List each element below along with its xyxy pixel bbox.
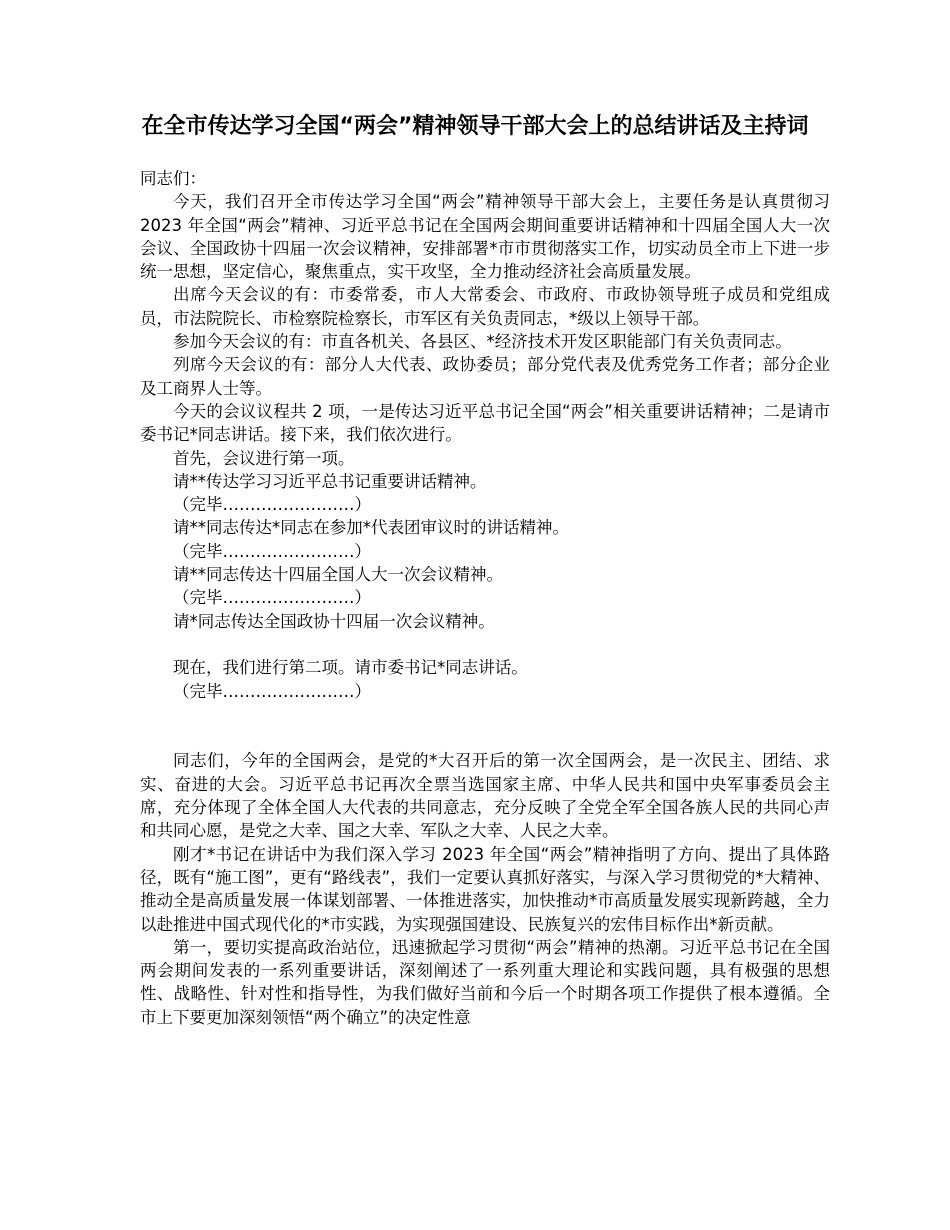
agenda-line-3: 请**同志传达十四届全国人大一次会议精神。: [173, 565, 503, 585]
paragraph-point-one: 第一，要切实提高政治站位，迅速掀起学习贯彻“两会”精神的热潮。习近平总书记在全国两会期间发表的一系列重要讲话，深刻阐述了一系列重大理论和实践问题，具有极强的思想性、战略性、针对性和指导性，为我们做好当前和今后一个时期各项工作提供了根本遵循。全市上下要更加深刻领悟“两个确立”的决定性意: [140, 937, 830, 1027]
paragraph-direction: 刚才*书记在讲话中为我们深入学习 2023 年全国“两会”精神指明了方向、提出了具体路径，既有“施工图”，更有“路线表”，我们一定要认真抓好落实，与深入学习贯彻党的*大精神、推动全是高质量发展一体谋划部署、一体推进落实，加快推动*市高质量发展实现新跨越，全力以赴推进中国式现代化的*市实践，为实现强国建设、民族复兴的宏伟目标作出*新贡献。: [140, 844, 830, 934]
agenda-line-1: 请**传达学习习近平总书记重要讲话精神。: [173, 471, 487, 491]
blank-line: [140, 703, 830, 726]
salutation: 同志们：: [140, 169, 206, 188]
blank-line: [140, 726, 830, 749]
paragraph-agenda: 今天的会议议程共 2 项，一是传达习近平总书记全国“两会”相关重要讲话精神；二是请市委书记*同志讲话。接下来，我们依次进行。: [140, 401, 830, 445]
agenda-done-4: （完毕……………………）: [173, 681, 371, 701]
document-title: 在全市传达学习全国“两会”精神领导干部大会上的总结讲话及主持词: [141, 114, 809, 139]
agenda-done-3: （完毕……………………）: [173, 588, 371, 608]
agenda-done-1: （完毕……………………）: [173, 495, 371, 515]
paragraph-opening: 今天，我们召开全市传达学习全国“两会”精神领导干部大会上，主要任务是认真贯彻习 2023 年全国“两会”精神、习近平总书记在全国两会期间重要讲话精神和十四届全国人大一次会议、全国政协十四届一次会议精神，安排部署*市市贯彻落实工作，切实动员全市上下进一步统一思想，坚定信心，聚焦重点，实干攻坚，全力推动经济社会高质量发展。: [140, 192, 830, 282]
agenda-line-4: 请*同志传达全国政协十四届一次会议精神。: [173, 611, 495, 631]
paragraph-first-item: 首先，会议进行第一项。: [173, 448, 355, 468]
paragraph-observers: 列席今天会议的有：部分人大代表、政协委员；部分党代表及优秀党务工作者；部分企业及工商界人士等。: [140, 355, 830, 398]
paragraph-summary: 同志们，今年的全国两会，是党的*大召开后的第一次全国两会，是一次民主、团结、求实、奋进的大会。习近平总书记再次全票当选国家主席、中华人民共和国中央军事委员会主席，充分体现了全体全国人大代表的共同意志，充分反映了全党全军全国各族人民的共同心声和共同心愿，是党之大幸、国之大幸、军队之大幸、人民之大幸。: [140, 751, 830, 841]
agenda-done-2: （完毕……………………）: [173, 541, 371, 561]
paragraph-second-item: 现在，我们进行第二项。请市委书记*同志讲话。: [173, 658, 528, 678]
paragraph-participants: 参加今天会议的有：市直各机关、各县区、*经济技术开发区职能部门有关负责同志。: [173, 332, 792, 352]
blank-line: [140, 633, 830, 656]
document-body: [140, 167, 830, 1029]
paragraph-attendees: 出席今天会议的有：市委常委，市人大常委会、市政府、市政协领导班子成员和党组成员，市法院院长、市检察院检察长，市军区有关负责同志，*级以上领导干部。: [140, 285, 830, 328]
agenda-line-2: 请**同志传达*同志在参加*代表团审议时的讲话精神。: [173, 518, 569, 538]
